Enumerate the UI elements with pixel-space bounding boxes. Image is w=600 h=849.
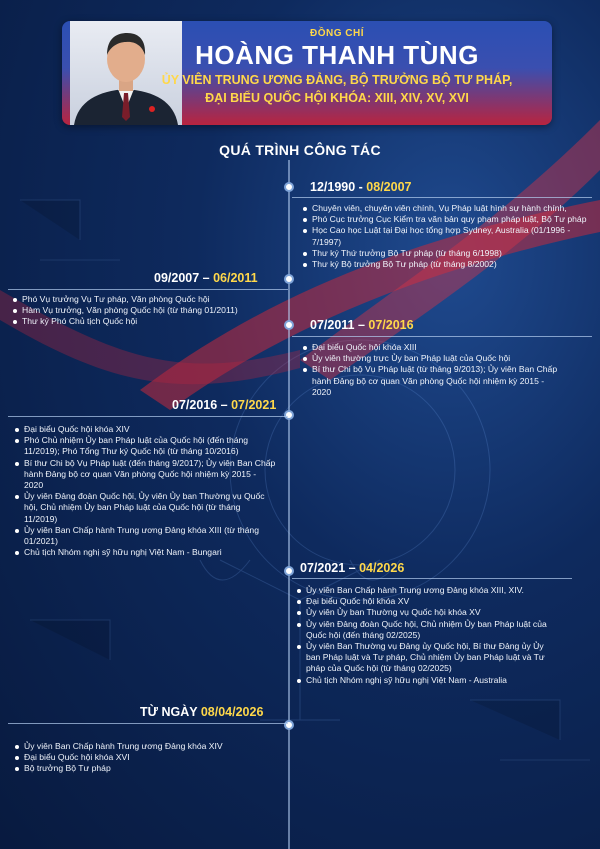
list-item: Đại biểu Quốc hội khóa XIII [302, 342, 564, 353]
period-end: 07/2016 [368, 318, 414, 332]
period-heading [140, 705, 263, 719]
list-item: Ủy viên Đảng đoàn Quốc hội, Ủy viên Ủy ban Thường vụ Quốc hội, Chủ nhiệm Ủy ban Pháp luật của Quốc hội (từ tháng 11/2019) [14, 491, 276, 525]
list-item: Thư ký Thứ trưởng Bộ Tư pháp (từ tháng 6/1998) [302, 248, 594, 259]
period-start: 07/2011 – [310, 318, 369, 332]
period-heading [310, 318, 414, 332]
period-start: 12/1990 - [310, 180, 367, 194]
list-item: Đại biểu Quốc hội khóa XVI [14, 752, 276, 763]
period-heading [172, 398, 276, 412]
timeline-dot [284, 274, 294, 284]
period-underline [8, 723, 288, 724]
list-item: Đại biểu Quốc hội khóa XV [296, 596, 556, 607]
timeline-dot [284, 566, 294, 576]
list-item: Phó Chủ nhiệm Ủy ban Pháp luật của Quốc hội (đến tháng 11/2019); Phó Tổng Thư ký Quốc hội (từ tháng 10/2016) [14, 435, 276, 457]
period-end: 07/2021 [231, 398, 277, 412]
period-heading [154, 271, 258, 285]
person-name: HOÀNG THANH TÙNG [195, 40, 479, 70]
period-end: 04/2026 [359, 561, 405, 575]
period-items [302, 203, 594, 270]
list-item: Thư ký Bộ trưởng Bộ Tư pháp (từ tháng 8/2002) [302, 259, 594, 270]
list-item: Ủy viên Ban Chấp hành Trung ương Đảng khóa XIII, XIV. [296, 585, 556, 596]
period-heading [310, 180, 411, 194]
list-item: Thư ký Phó Chủ tịch Quốc hội [12, 316, 284, 327]
list-item: Phó Vụ trưởng Vụ Tư pháp, Văn phòng Quốc hội [12, 294, 284, 305]
period-start: 07/2021 – [300, 561, 360, 575]
list-item: Ủy viên Ban Chấp hành Trung ương Đảng khóa XIII (từ tháng 01/2021) [14, 525, 276, 547]
list-item: Ủy viên Ban Thường vụ Đảng ủy Quốc hội, Bí thư Đảng ủy Ủy ban Pháp luật và Tư pháp, Chủ nhiệm Ủy ban Pháp luật và Tư pháp của Quốc hội (từ tháng 02/2025) [296, 641, 556, 675]
period-heading [300, 561, 404, 575]
period-items [14, 424, 276, 558]
list-item: Ủy viên Đảng đoàn Quốc hội, Chủ nhiệm Ủy ban Pháp luật của Quốc hội (đến tháng 02/2025) [296, 619, 556, 641]
period-start: 07/2016 – [172, 398, 232, 412]
period-end: 08/04/2026 [200, 705, 264, 719]
list-item: Ủy viên thường trực Ủy ban Pháp luật của Quốc hội [302, 353, 564, 364]
timeline-dot [284, 720, 294, 730]
header-kicker: ĐỒNG CHÍ [310, 28, 364, 39]
list-item: Đại biểu Quốc hội khóa XIV [14, 424, 276, 435]
period-end: 08/2007 [366, 180, 412, 194]
position-line-2: ĐẠI BIỂU QUỐC HỘI KHÓA: XIII, XIV, XV, XVI [205, 91, 469, 105]
period-items [296, 585, 556, 686]
timeline-dot [284, 320, 294, 330]
list-item: Bộ trưởng Bộ Tư pháp [14, 763, 276, 774]
list-item: Chủ tịch Nhóm nghị sỹ hữu nghị Việt Nam - Australia [296, 675, 556, 686]
timeline-axis [288, 160, 290, 849]
period-end: 06/2011 [213, 271, 258, 285]
period-underline [8, 289, 288, 290]
period-underline [292, 197, 592, 198]
period-underline [292, 336, 592, 337]
period-start: TỪ NGÀY [140, 705, 201, 719]
position-line-1: ỦY VIÊN TRUNG ƯƠNG ĐẢNG, BỘ TRƯỞNG BỘ TƯ PHÁP, [161, 73, 513, 87]
list-item: Ủy viên Ủy ban Thường vụ Quốc hội khóa XV [296, 607, 556, 618]
list-item: Phó Cục trưởng Cục Kiểm tra văn bản quy phạm pháp luật, Bộ Tư pháp [302, 214, 594, 225]
profile-header [62, 21, 552, 125]
list-item: Chuyên viên, chuyên viên chính, Vụ Pháp luật hình sự hành chính, [302, 203, 594, 214]
list-item: Chủ tịch Nhóm nghị sỹ hữu nghị Việt Nam - Bungari [14, 547, 276, 558]
period-items [302, 342, 564, 398]
period-items [14, 741, 276, 775]
period-underline [292, 578, 572, 579]
period-underline [8, 416, 288, 417]
list-item: Bí thư Chi bộ Vụ Pháp luật (đến tháng 9/2017); Ủy viên Ban Chấp hành Đảng bộ cơ quan Văn phòng Quốc hội nhiệm kỳ 2015 - 2020 [14, 458, 276, 492]
section-title: QUÁ TRÌNH CÔNG TÁC [219, 142, 381, 158]
period-items [12, 294, 284, 328]
list-item: Ủy viên Ban Chấp hành Trung ương Đảng khóa XIV [14, 741, 276, 752]
timeline-dot [284, 182, 294, 192]
list-item: Bí thư Chi bộ Vụ Pháp luật (từ tháng 9/2013); Ủy viên Ban Chấp hành Đảng bộ cơ quan Văn phòng Quốc hội nhiệm kỳ 2015 - 2020 [302, 364, 564, 398]
period-start: 09/2007 – [154, 271, 214, 285]
list-item: Hàm Vụ trưởng, Văn phòng Quốc hội (từ tháng 01/2011) [12, 305, 284, 316]
timeline-dot [284, 410, 294, 420]
list-item: Học Cao học Luật tại Đại học tổng hợp Sydney, Australia (01/1996 - 7/1997) [302, 225, 594, 247]
